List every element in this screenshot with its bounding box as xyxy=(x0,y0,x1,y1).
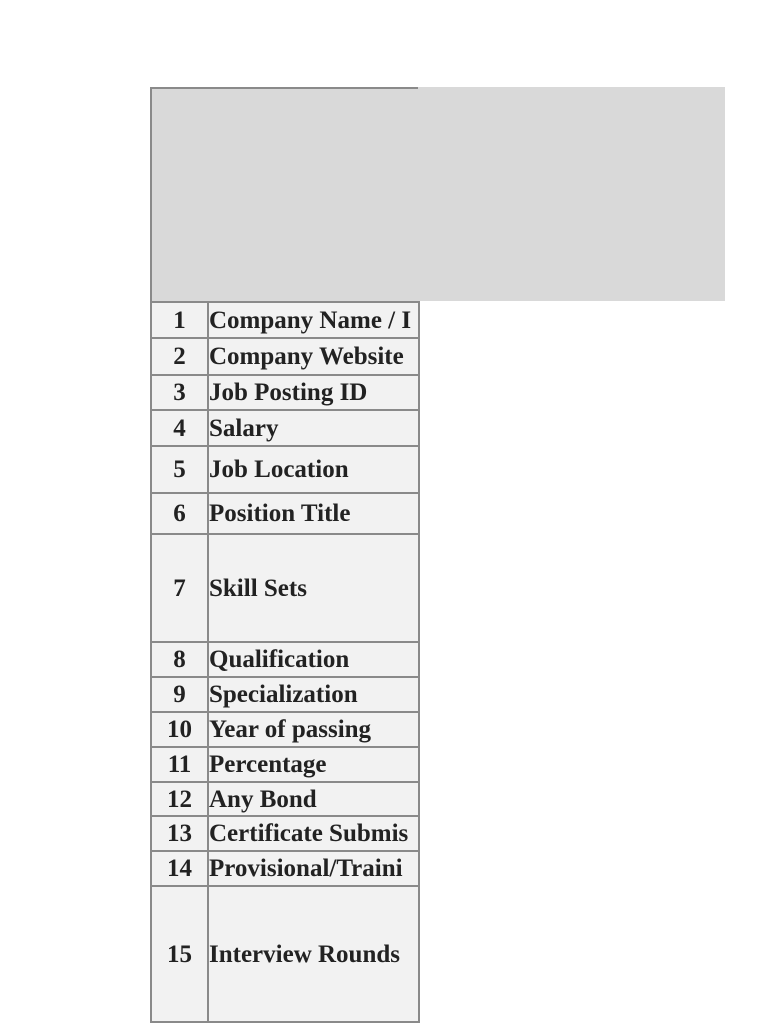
row-label: Company Website xyxy=(208,338,419,375)
row-number: 10 xyxy=(151,712,208,747)
table-row xyxy=(151,446,419,493)
row-label: Job Posting ID xyxy=(208,375,419,410)
row-label: Specialization xyxy=(208,677,419,712)
row-number: 3 xyxy=(151,375,208,410)
row-label: Job Location xyxy=(208,446,419,493)
table-row xyxy=(151,747,419,782)
table-row xyxy=(151,886,419,1022)
row-label: Interview Rounds xyxy=(208,886,419,1022)
row-label: Salary xyxy=(208,410,419,446)
row-number: 13 xyxy=(151,816,208,851)
row-label: Certificate Submis xyxy=(208,816,419,851)
header-border-left xyxy=(150,87,152,301)
table-row xyxy=(151,816,419,851)
row-number: 9 xyxy=(151,677,208,712)
row-label: Percentage xyxy=(208,747,419,782)
table-row xyxy=(151,338,419,375)
row-number: 11 xyxy=(151,747,208,782)
row-number: 7 xyxy=(151,534,208,642)
row-number: 4 xyxy=(151,410,208,446)
form-table-container xyxy=(150,301,418,968)
row-label: Company Name / I xyxy=(208,302,419,338)
row-label: Any Bond xyxy=(208,782,419,816)
table-row xyxy=(151,375,419,410)
row-number: 1 xyxy=(151,302,208,338)
form-table xyxy=(150,301,420,1023)
table-row xyxy=(151,851,419,886)
row-number: 12 xyxy=(151,782,208,816)
table-row xyxy=(151,410,419,446)
row-number: 8 xyxy=(151,642,208,677)
row-number: 5 xyxy=(151,446,208,493)
row-label: Skill Sets xyxy=(208,534,419,642)
header-block xyxy=(150,87,725,301)
table-row xyxy=(151,712,419,747)
row-label: Qualification xyxy=(208,642,419,677)
table-row xyxy=(151,534,419,642)
table-row xyxy=(151,677,419,712)
row-label: Provisional/Traini xyxy=(208,851,419,886)
table-row xyxy=(151,493,419,534)
row-number: 14 xyxy=(151,851,208,886)
table-row xyxy=(151,642,419,677)
table-row xyxy=(151,782,419,816)
header-border-top xyxy=(150,87,418,89)
row-number: 6 xyxy=(151,493,208,534)
row-number: 15 xyxy=(151,886,208,1022)
row-label: Position Title xyxy=(208,493,419,534)
row-label: Year of passing xyxy=(208,712,419,747)
table-row xyxy=(151,302,419,338)
row-number: 2 xyxy=(151,338,208,375)
